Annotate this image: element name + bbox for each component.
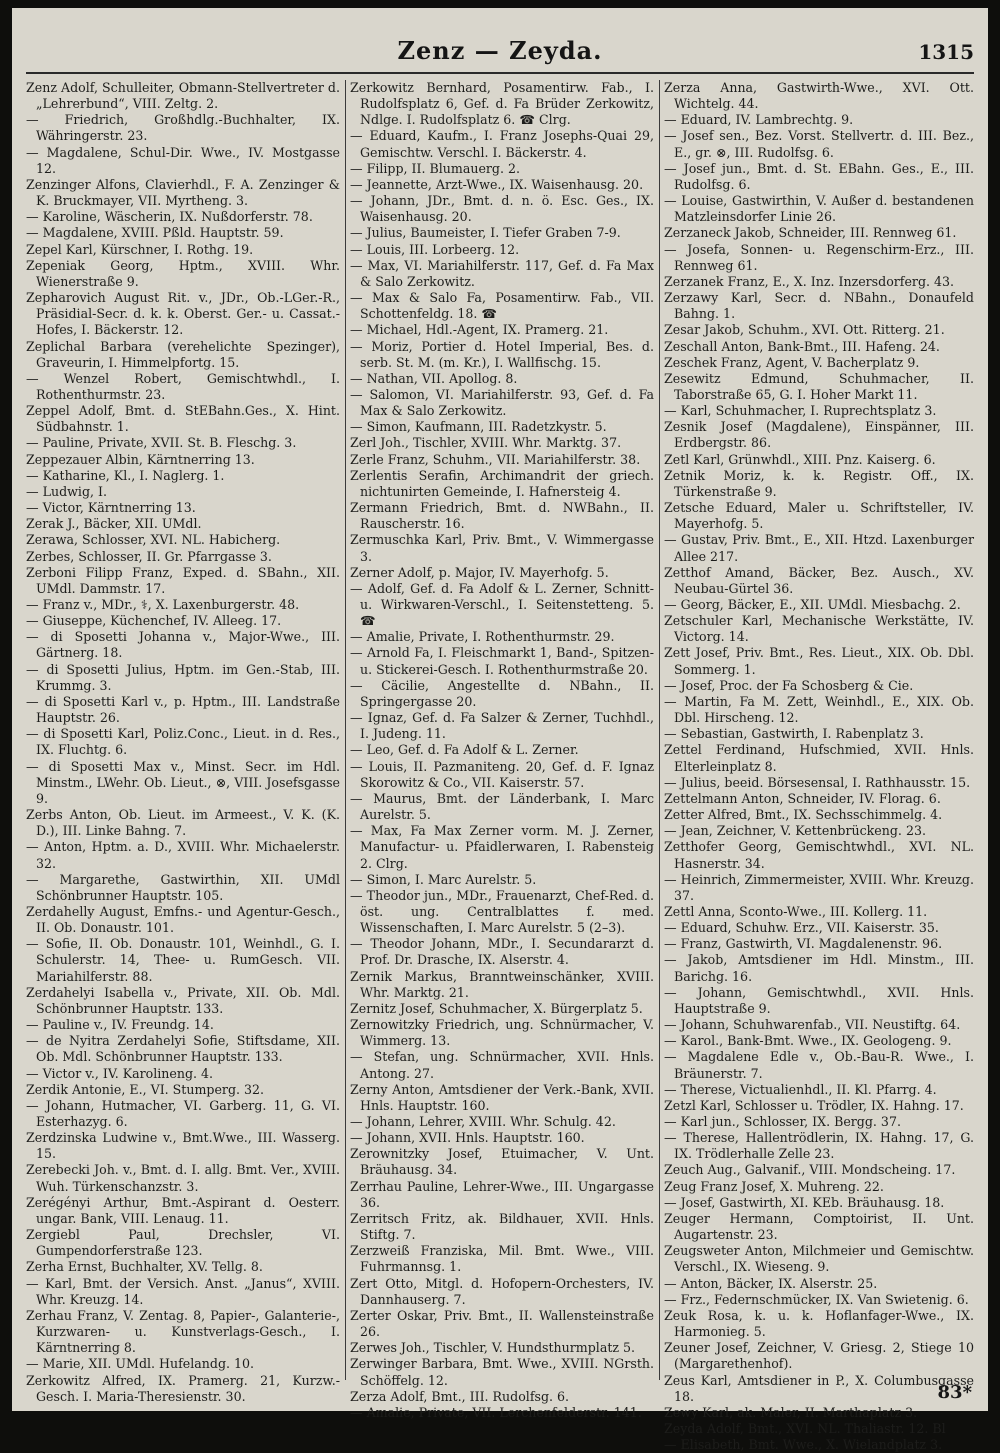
directory-entry: — Frz., Federnschmücker, IX. Van Swietenig. 6. bbox=[664, 1291, 969, 1307]
directory-entry: — Maurus, Bmt. der Länderbank, I. Marc Aurelstr. 5. bbox=[350, 790, 654, 823]
directory-entry: — Sebastian, Gastwirth, I. Rabenplatz 3. bbox=[664, 726, 924, 742]
directory-entry: — Karoline, Wäscherin, IX. Nußdorferstr. 78. bbox=[26, 209, 313, 225]
directory-entry: — de Nyitra Zerdahelyi Sofie, Stiftsdame, XII. Ob. Mdl. Schönbrunner Hauptstr. 133. bbox=[26, 1033, 340, 1065]
directory-entry: Zerzanek Franz, E., X. Inz. Inzersdorferg. 43. bbox=[664, 273, 955, 289]
directory-entry: Zewy Karl, ak. Maler, II. Marthaplatz 3. bbox=[664, 1404, 918, 1420]
directory-entry: — Katharine, Kl., I. Naglerg. 1. bbox=[26, 467, 225, 483]
directory-entry: Zerzaneck Jakob, Schneider, III. Rennweg 61. bbox=[664, 225, 957, 241]
directory-entry: Zerza Adolf, Bmt., III. Rudolfsg. 6. bbox=[350, 1388, 570, 1404]
directory-entry: Zesnik Josef (Magdalene), Einspänner, III. Erdbergstr. 86. bbox=[664, 419, 974, 451]
directory-entry: Zerdahelly August, Emfns.- und Agentur-Gesch., II. Ob. Donaustr. 101. bbox=[26, 903, 340, 936]
directory-entry: Zeuner Josef, Zeichner, V. Griesg. 2, Stiege 10 (Margarethenhof). bbox=[664, 1340, 974, 1372]
column-2 bbox=[350, 80, 654, 1420]
directory-entry: Zerwinger Barbara, Bmt. Wwe., XVIII. NGrsth. Schöffelg. 12. bbox=[350, 1356, 654, 1388]
directory-entry: — Karol., Bank-Bmt. Wwe., IX. Geologeng. 9. bbox=[664, 1033, 952, 1049]
directory-entry: Zeus Karl, Amtsdiener in P., X. Columbusgasse 18. bbox=[664, 1372, 974, 1404]
directory-entry: — Johann, XVII. Hnls. Hauptstr. 160. bbox=[350, 1130, 585, 1146]
directory-entry: Zerha Ernst, Buchhalter, XV. Tellg. 8. bbox=[26, 1259, 263, 1275]
directory-entry: — Amalie, Private, I. Rothenthurmstr. 29. bbox=[350, 629, 615, 645]
directory-entry: — Adolf, Gef. d. Fa Adolf & L. Zerner, Schnitt- u. Wirkwaren-Verschl., I. Seitenstetteng. 5. ☎ bbox=[350, 580, 654, 629]
directory-entry: — Anton, Bäcker, IX. Alserstr. 25. bbox=[664, 1275, 878, 1291]
directory-entry: — Karl, Schuhmacher, I. Ruprechtsplatz 3. bbox=[664, 403, 937, 419]
directory-entry: — Julius, beeid. Börsesensal, I. Rathhausstr. 15. bbox=[664, 774, 971, 790]
directory-entry: Zetthofer Georg, Gemischtwhdl., XVI. NL. Hasnerstr. 34. bbox=[664, 839, 974, 871]
directory-entry: — Josef sen., Bez. Vorst. Stellvertr. d. III. Bez., E., gr. ⊗, III. Rudolfsg. 6. bbox=[664, 128, 974, 160]
directory-entry: — Simon, Kaufmann, III. Radetzkystr. 5. bbox=[350, 419, 607, 435]
directory-entry: — Georg, Bäcker, E., XII. UMdl. Miesbachg. 2. bbox=[664, 597, 961, 612]
directory-entry: Zerwes Joh., Tischler, V. Hundsthurmplatz 5. bbox=[350, 1340, 636, 1356]
directory-entry: — Johann, Lehrer, XVIII. Whr. Schulg. 42. bbox=[350, 1114, 616, 1129]
directory-entry: — Julius, Baumeister, I. Tiefer Graben 7-9. bbox=[350, 225, 621, 241]
directory-entry: Zesewitz Edmund, Schuhmacher, II. Taborstraße 65, G. I. Hoher Markt 11. bbox=[664, 370, 974, 402]
directory-entry: — Josef, Gastwirth, XI. KEb. Bräuhausg. 18. bbox=[664, 1194, 945, 1210]
directory-entry: Zerbs Anton, Ob. Lieut. im Armeest., V. K. (K. D.), III. Linke Bahng. 7. bbox=[26, 807, 340, 839]
directory-entry: — Pauline, Private, XVII. St. B. Fleschg. 3. bbox=[26, 435, 297, 451]
directory-entry: — Arnold Fa, I. Fleischmarkt 1, Band-, Spitzen- u. Stickerei-Gesch. I. Rothenthurmstraße 20. bbox=[350, 645, 654, 677]
directory-entry: Zeuch Aug., Galvanif., VIII. Mondscheing. 17. bbox=[664, 1162, 956, 1178]
directory-entry: Zerbes, Schlosser, II. Gr. Pfarrgasse 3. bbox=[26, 548, 272, 564]
directory-entry: Zepharovich August Rit. v., JDr., Ob.-LGer.-R., Präsidial-Secr. d. k. k. Oberst. Ger.- u. Cassat.-Hofes, I. Bäckerstr. 12. bbox=[26, 290, 340, 338]
directory-entry: — Max, VI. Mariahilferstr. 117, Gef. d. Fa Max & Salo Zerkowitz. bbox=[350, 257, 654, 289]
directory-entry: Zerrhau Pauline, Lehrer-Wwe., III. Ungargasse 36. bbox=[350, 1178, 654, 1210]
directory-entry: — Martin, Fa M. Zett, Weinhdl., E., XIX. Ob. Dbl. Hirscheng. 12. bbox=[664, 693, 974, 726]
directory-entry: Zetzl Karl, Schlosser u. Trödler, IX. Hahng. 17. bbox=[664, 1097, 964, 1113]
directory-entry: Zetter Alfred, Bmt., IX. Sechsschimmelg. 4. bbox=[664, 807, 943, 823]
directory-entry: Zettel Ferdinand, Hufschmied, XVII. Hnls. Elterleinplatz 8. bbox=[664, 742, 974, 774]
directory-entry: — Elisabeth, Bmt. Wwe., X. Wielandplatz 3. bbox=[664, 1437, 943, 1453]
directory-entry: Zerle Franz, Schuhm., VII. Mariahilferstr. 38. bbox=[350, 451, 641, 467]
directory-entry: — Franz, Gastwirth, VI. Magdalenenstr. 96. bbox=[664, 936, 943, 952]
directory-entry: — Simon, I. Marc Aurelstr. 5. bbox=[350, 871, 537, 887]
directory-entry: Zerlentis Serafin, Archimandrit der griech. nichtunirten Gemeinde, I. Hafnersteig 4. bbox=[350, 467, 654, 499]
directory-entry: — Salomon, VI. Mariahilferstr. 93, Gef. d. Fa Max & Salo Zerkowitz. bbox=[350, 386, 654, 419]
directory-entry: Zerner Adolf, p. Major, IV. Mayerhofg. 5. bbox=[350, 564, 609, 580]
directory-entry: Zermann Friedrich, Bmt. d. NWBahn., II. Rauscherstr. 16. bbox=[350, 500, 654, 532]
header-rule bbox=[26, 72, 974, 74]
directory-entry: Zettelmann Anton, Schneider, IV. Florag. 6. bbox=[664, 790, 941, 806]
directory-entry: — Sofie, II. Ob. Donaustr. 101, Weinhdl., G. I. Schulerstr. 14, Thee- u. RumGesch. VII. Mariahilferstr. 88. bbox=[26, 936, 340, 984]
directory-entry: Zeyda Adolf, Bmt., XVI. NL. Thaliastr. 12. Bl bbox=[664, 1420, 946, 1436]
directory-entry: — Heinrich, Zimmermeister, XVIII. Whr. Kreuzg. 37. bbox=[664, 871, 974, 903]
directory-entry: Zermuschka Karl, Priv. Bmt., V. Wimmergasse 3. bbox=[350, 532, 654, 564]
directory-entry: — Karl jun., Schlosser, IX. Bergg. 37. bbox=[664, 1114, 901, 1129]
directory-entry: — Josef jun., Bmt. d. St. EBahn. Ges., E., III. Rudolfsg. 6. bbox=[664, 160, 974, 192]
directory-entry: — Karl, Bmt. der Versich. Anst. „Janus“, XVIII. Whr. Kreuzg. 14. bbox=[26, 1275, 340, 1307]
directory-entry: — Eduard, Schuhw. Erz., VII. Kaiserstr. 35. bbox=[664, 920, 939, 936]
directory-entry: — Anton, Hptm. a. D., XVIII. Whr. Michaelerstr. 32. bbox=[26, 839, 340, 871]
directory-entry: Zerdzinska Ludwine v., Bmt.Wwe., III. Wasserg. 15. bbox=[26, 1130, 340, 1162]
directory-entry: — Leo, Gef. d. Fa Adolf & L. Zerner. bbox=[350, 742, 579, 758]
directory-entry: — Giuseppe, Küchenchef, IV. Alleeg. 17. bbox=[26, 613, 282, 629]
directory-entry: — Jakob, Amtsdiener im Hdl. Minstm., III. Barichg. 16. bbox=[664, 952, 974, 984]
directory-entry: — Johann, Schuhwarenfab., VII. Neustiftg. 64. bbox=[664, 1017, 961, 1033]
directory-entry: — Stefan, ung. Schnürmacher, XVII. Hnls. Antong. 27. bbox=[350, 1049, 654, 1081]
directory-entry: — di Sposetti Karl, Poliz.Conc., Lieut. in d. Res., IX. Fluchtg. 6. bbox=[26, 726, 340, 758]
directory-entry: Zerégényi Arthur, Bmt.-Aspirant d. Oesterr. ungar. Bank, VIII. Lenaug. 11. bbox=[26, 1194, 340, 1226]
directory-entry: Zerebecki Joh. v., Bmt. d. I. allg. Bmt. Ver., XVIII. Wuh. Türkenschanzstr. 3. bbox=[26, 1162, 340, 1194]
directory-entry: Zerkowitz Bernhard, Posamentirw. Fab., I. Rudolfsplatz 6, Gef. d. Fa Brüder Zerkowitz, Ndlge. I. Rudolfsplatz 6. ☎ Clrg. bbox=[350, 80, 654, 128]
directory-entry: — Johann, JDr., Bmt. d. n. ö. Esc. Ges., IX. Waisenhausg. 20. bbox=[350, 193, 654, 225]
directory-entry: Zeuger Hermann, Comptoirist, II. Unt. Augartenstr. 23. bbox=[664, 1210, 974, 1243]
directory-entry: — di Sposetti Max v., Minst. Secr. im Hdl. Minstm., LWehr. Ob. Lieut., ⊗, VIII. Josefsgasse 9. bbox=[26, 758, 340, 806]
directory-entry: — Louis, III. Lorbeerg. 12. bbox=[350, 241, 520, 257]
directory-entry: — Josefa, Sonnen- u. Regenschirm-Erz., III. Rennweg 61. bbox=[664, 241, 974, 273]
directory-entry: Zeppel Adolf, Bmt. d. StEBahn.Ges., X. Hint. Südbahnstr. 1. bbox=[26, 403, 340, 435]
directory-entry: Zerkowitz Alfred, IX. Pramerg. 21, Kurzw.-Gesch. I. Maria-Theresienstr. 30. bbox=[26, 1372, 340, 1404]
directory-entry: — Jeannette, Arzt-Wwe., IX. Waisenhausg. 20. bbox=[350, 176, 644, 192]
directory-entry: Zett Josef, Priv. Bmt., Res. Lieut., XIX. Ob. Dbl. Sommerg. 1. bbox=[664, 645, 974, 677]
directory-entry: Zepel Karl, Kürschner, I. Rothg. 19. bbox=[26, 241, 254, 257]
directory-entry: Zeppezauer Albin, Kärntnerring 13. bbox=[26, 451, 255, 467]
directory-entry: — Therese, Hallentrödlerin, IX. Hahng. 17, G. IX. Trödlerhalle Zelle 23. bbox=[664, 1130, 974, 1162]
directory-entry: — Victor v., IV. Karolineng. 4. bbox=[26, 1065, 214, 1081]
directory-entry: Zerboni Filipp Franz, Exped. d. SBahn., XII. UMdl. Dammstr. 17. bbox=[26, 564, 340, 596]
directory-entry: — Nathan, VII. Apollog. 8. bbox=[350, 370, 518, 386]
directory-entry: — Amalie, Private, VII. Lerchenfelderstr. 141. bbox=[350, 1404, 642, 1420]
directory-entry: Zerter Oskar, Priv. Bmt., II. Wallensteinstraße 26. bbox=[350, 1307, 654, 1340]
directory-entry: — Ignaz, Gef. d. Fa Salzer & Zerner, Tuchhdl., I. Judeng. 11. bbox=[350, 710, 654, 742]
directory-entry: Zetl Karl, Grünwhdl., XIII. Pnz. Kaiserg. 6. bbox=[664, 451, 936, 467]
directory-entry: — Ludwig, I. bbox=[26, 483, 107, 499]
directory-entry: Zettl Anna, Sconto-Wwe., III. Kollerg. 11. bbox=[664, 903, 928, 919]
directory-entry: Zernitz Josef, Schuhmacher, X. Bürgerplatz 5. bbox=[350, 1000, 643, 1016]
directory-entry: Zetsche Eduard, Maler u. Schriftsteller, IV. Mayerhofg. 5. bbox=[664, 500, 974, 532]
column-divider bbox=[659, 80, 660, 1380]
directory-entry: Zetschuler Karl, Mechanische Werkstätte, IV. Victorg. 14. bbox=[664, 613, 974, 645]
directory-entry: — Gustav, Priv. Bmt., E., XII. Htzd. Laxenburger Allee 217. bbox=[664, 532, 974, 564]
directory-entry: Zenz Adolf, Schulleiter, Obmann-Stellvertreter d. „Lehrerbund“, VIII. Zeltg. 2. bbox=[26, 80, 340, 112]
directory-entry: Zerzawy Karl, Secr. d. NBahn., Donaufeld Bahng. 1. bbox=[664, 290, 974, 322]
directory-entry: — Theodor jun., MDr., Frauenarzt, Chef-Red. d. öst. ung. Centralblattes f. med. Wissenschaften, I. Marc Aurelstr. 5 (2–3). bbox=[350, 887, 654, 936]
directory-entry: Zeuk Rosa, k. u. k. Hoflanfager-Wwe., IX. Harmonieg. 5. bbox=[664, 1307, 974, 1340]
sheet-signature: 83* bbox=[937, 1382, 972, 1403]
directory-entry: Zernowitzky Friedrich, ung. Schnürmacher, V. Wimmerg. 13. bbox=[350, 1017, 654, 1049]
directory-entry: Zerny Anton, Amtsdiener der Verk.-Bank, XVII. Hnls. Hauptstr. 160. bbox=[350, 1081, 654, 1113]
directory-entry: Zerownitzky Josef, Etuimacher, V. Unt. Bräuhausg. 34. bbox=[350, 1146, 654, 1178]
page-header bbox=[12, 36, 988, 72]
directory-entry: Zerdik Antonie, E., VI. Stumperg. 32. bbox=[26, 1081, 265, 1097]
directory-entry: — Magdalene, Schul-Dir. Wwe., IV. Mostgasse 12. bbox=[26, 144, 340, 176]
directory-entry: — Johann, Gemischtwhdl., XVII. Hnls. Hauptstraße 9. bbox=[664, 984, 974, 1016]
directory-entry: Zergiebl Paul, Drechsler, VI. Gumpendorferstraße 123. bbox=[26, 1227, 340, 1259]
directory-entry: — Max & Salo Fa, Posamentirw. Fab., VII. Schottenfeldg. 18. ☎ bbox=[350, 290, 654, 322]
directory-entry: Zetnik Moriz, k. k. Registr. Off., IX. Türkenstraße 9. bbox=[664, 467, 974, 499]
directory-entry: Zenzinger Alfons, Clavierhdl., F. A. Zenzinger & K. Bruckmayer, VII. Myrtheng. 3. bbox=[26, 176, 340, 209]
directory-entry: Zerzweiß Franziska, Mil. Bmt. Wwe., VIII. Fuhrmannsg. 1. bbox=[350, 1243, 654, 1275]
directory-entry: Zepeniak Georg, Hptm., XVIII. Whr. Wienerstraße 9. bbox=[26, 257, 340, 289]
directory-entry: Zesar Jakob, Schuhm., XVI. Ott. Ritterg. 21. bbox=[664, 322, 945, 338]
directory-entry: Zeschek Franz, Agent, V. Bacherplatz 9. bbox=[664, 354, 920, 370]
directory-entry: — Eduard, IV. Lambrechtg. 9. bbox=[664, 112, 854, 128]
directory-entry: Zerak J., Bäcker, XII. UMdl. bbox=[26, 516, 202, 532]
directory-entry: — Eduard, Kaufm., I. Franz Josephs-Quai 29, Gemischtw. Verschl. I. Bäckerstr. 4. bbox=[350, 128, 654, 160]
directory-entry: — Marie, XII. UMdl. Hufelandg. 10. bbox=[26, 1356, 255, 1372]
directory-entry: — Friedrich, Großhdlg.-Buchhalter, IX. Währingerstr. 23. bbox=[26, 112, 340, 144]
directory-entry: — Magdalene Edle v., Ob.-Bau-R. Wwe., I. Bräunerstr. 7. bbox=[664, 1049, 974, 1081]
directory-entry: — Jean, Zeichner, V. Kettenbrückeng. 23. bbox=[664, 823, 926, 839]
directory-entry: Zerdahelyi Isabella v., Private, XII. Ob. Mdl. Schönbrunner Hauptstr. 133. bbox=[26, 984, 340, 1016]
column-1 bbox=[26, 80, 340, 1404]
directory-entry: — Theodor Johann, MDr., I. Secundararzt d. Prof. Dr. Drasche, IX. Alserstr. 4. bbox=[350, 936, 654, 968]
directory-page bbox=[12, 8, 988, 1453]
column-divider bbox=[345, 80, 346, 1380]
directory-entry: — Moriz, Portier d. Hotel Imperial, Bes. d. serb. St. M. (m. Kr.), I. Wallfischg. 15. bbox=[350, 338, 654, 370]
directory-entry: — Cäcilie, Angestellte d. NBahn., II. Springergasse 20. bbox=[350, 677, 654, 709]
directory-entry: — Pauline v., IV. Freundg. 14. bbox=[26, 1017, 214, 1033]
directory-entry: — di Sposetti Karl v., p. Hptm., III. Landstraße Hauptstr. 26. bbox=[26, 693, 340, 726]
directory-entry: — Magdalene, XVIII. Pßld. Hauptstr. 59. bbox=[26, 225, 284, 241]
directory-entry: Zerritsch Fritz, ak. Bildhauer, XVII. Hnls. Stiftg. 7. bbox=[350, 1210, 654, 1243]
directory-entry: — Max, Fa Max Zerner vorm. M. J. Zerner, Manufactur- u. Pfaidlerwaren, I. Rabensteig 2. Clrg. bbox=[350, 823, 654, 871]
directory-entry: — Franz v., MDr., ⚕, X. Laxenburgerstr. 48. bbox=[26, 597, 300, 612]
directory-entry: Zerhau Franz, V. Zentag. 8, Papier-, Galanterie-, Kurzwaren- u. Kunstverlags-Gesch., I. Kärntnerring 8. bbox=[26, 1307, 340, 1356]
directory-entry: Zetthof Amand, Bäcker, Bez. Ausch., XV. Neubau-Gürtel 36. bbox=[664, 564, 974, 596]
directory-entry: Zeplichal Barbara (verehelichte Spezinger), Graveurin, I. Himmelpfortg. 15. bbox=[26, 338, 340, 370]
directory-entry: — Margarethe, Gastwirthin, XII. UMdl Schönbrunner Hauptstr. 105. bbox=[26, 871, 340, 903]
directory-entry: — Johann, Hutmacher, VI. Garberg. 11, G. VI. Esterhazyg. 6. bbox=[26, 1097, 340, 1129]
directory-entry: Zeschall Anton, Bank-Bmt., III. Hafeng. 24. bbox=[664, 338, 940, 354]
directory-entry: Zeug Franz Josef, X. Muhreng. 22. bbox=[664, 1178, 884, 1194]
directory-entry: — Wenzel Robert, Gemischtwhdl., I. Rothenthurmstr. 23. bbox=[26, 370, 340, 402]
directory-entry: Zernik Markus, Branntweinschänker, XVIII. Whr. Marktg. 21. bbox=[350, 968, 654, 1000]
page-title: Zenz — Zeyda. bbox=[397, 36, 603, 65]
directory-entry: — Therese, Victualienhdl., II. Kl. Pfarrg. 4. bbox=[664, 1081, 937, 1097]
directory-entry: Zerza Anna, Gastwirth-Wwe., XVI. Ott. Wichtelg. 44. bbox=[664, 80, 974, 112]
directory-entry: — Victor, Kärntnerring 13. bbox=[26, 500, 196, 516]
directory-entry: Zerl Joh., Tischler, XVIII. Whr. Marktg. 37. bbox=[350, 435, 622, 451]
directory-entry: — di Sposetti Johanna v., Major-Wwe., III. Gärtnerg. 18. bbox=[26, 629, 340, 661]
page-number: 1315 bbox=[918, 40, 974, 64]
directory-entry: — Louis, II. Pazmaniteng. 20, Gef. d. F. Ignaz Skorowitz & Co., VII. Kaiserstr. 57. bbox=[350, 758, 654, 790]
directory-entry: — Filipp, II. Blumauerg. 2. bbox=[350, 160, 521, 176]
directory-entry: — Josef, Proc. der Fa Schosberg & Cie. bbox=[664, 677, 914, 693]
directory-entry: — Louise, Gastwirthin, V. Außer d. bestandenen Matzleinsdorfer Linie 26. bbox=[664, 193, 974, 225]
directory-entry: Zeugsweter Anton, Milchmeier und Gemischtw. Verschl., IX. Wieseng. 9. bbox=[664, 1243, 974, 1275]
directory-entry: — Michael, Hdl.-Agent, IX. Pramerg. 21. bbox=[350, 322, 609, 338]
directory-entry: Zert Otto, Mitgl. d. Hofopern-Orchesters, IV. Dannhauserg. 7. bbox=[350, 1275, 654, 1307]
directory-entry: — di Sposetti Julius, Hptm. im Gen.-Stab, III. Krummg. 3. bbox=[26, 661, 340, 693]
directory-entry: Zerawa, Schlosser, XVI. NL. Habicherg. bbox=[26, 532, 281, 548]
